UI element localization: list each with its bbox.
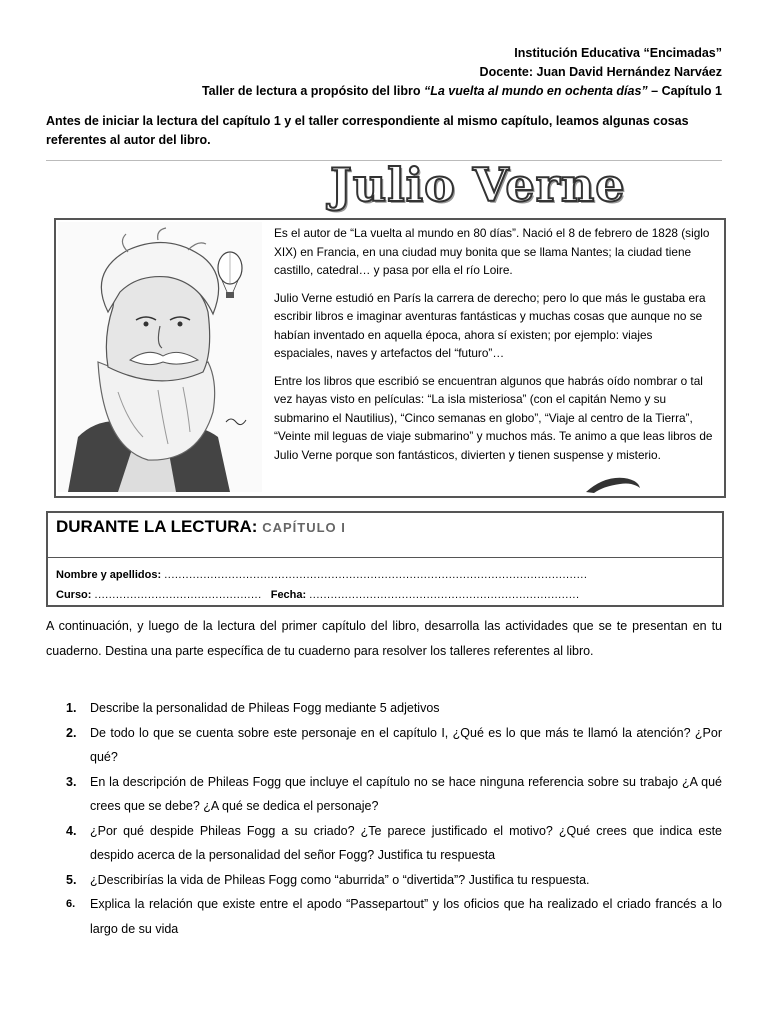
question-number: 1. (66, 701, 77, 715)
question-number: 4. (66, 823, 77, 838)
bio-paragraph-books: Entre los libros que escribió se encuentran algunos que habrás oído nombrar o tal vez hayas visto en películas: “La isla misteriosa” (con el capitán Nemo y su submarino el Nautilius), “Cinco semanas en globo”, “Viaje al centro de la Tierra”, “Veinte mil leguas de viaje submarino” y muchos más. Te animo a que leas libros de Julio Verne porque son fantásticos, divierten y tienen suspense y misterio. (274, 373, 713, 462)
author-bio-text (274, 224, 714, 473)
author-bio-box (54, 218, 726, 498)
form-separator (48, 557, 722, 558)
question-item (46, 892, 722, 941)
course-field[interactable]: ............................................... (94, 589, 262, 601)
question-number: 6. (66, 898, 76, 910)
question-text: Explica la relación que existe entre el apodo “Passepartout” y los oficios que ha realizado el criado francés a lo largo de su vida (90, 897, 722, 936)
form-title-main: DURANTE LA LECTURA: (56, 517, 263, 536)
workshop-title (202, 82, 722, 101)
form-title (56, 517, 346, 537)
form-title-chapter: CAPÍTULO I (262, 520, 346, 535)
question-text: ¿Por qué despide Phileas Fogg a su criado? ¿Te parece justificado el motivo? ¿Qué crees que indica este despido acerca de la personalidad del señor Fogg? Justifica tu respuesta (90, 823, 722, 862)
author-portrait-illustration (58, 222, 262, 492)
course-label: Curso: (56, 589, 92, 601)
document-header (202, 44, 722, 101)
teacher-name: Docente: Juan David Hernández Narváez (479, 65, 722, 79)
hot-air-balloon-icon (218, 252, 242, 298)
student-info-form (46, 511, 724, 607)
school-name: Institución Educativa “Encimadas” (514, 46, 722, 60)
date-field[interactable]: ............................................................................ (309, 589, 580, 601)
author-title-banner: Julio Verne (330, 158, 626, 212)
question-number: 2. (66, 725, 77, 740)
question-text: Describe la personalidad de Phileas Fogg mediante 5 adjetivos (90, 701, 440, 715)
question-item (46, 696, 722, 721)
question-item (46, 819, 722, 868)
name-row (56, 569, 587, 581)
question-text: ¿Describirías la vida de Phileas Fogg como “aburrida” o “divertida”? Justifica tu respuesta. (90, 872, 590, 887)
name-field[interactable]: ....................................................................................................................... (164, 569, 588, 581)
question-text: En la descripción de Phileas Fogg que incluye el capítulo no se hace ninguna referencia sobre su trabajo ¿A qué crees que se debe? ¿A qué se dedica el personaje? (90, 774, 722, 813)
question-item (46, 770, 722, 819)
course-date-row (56, 589, 580, 601)
workshop-prefix: Taller de lectura a propósito del libro (201, 84, 424, 98)
question-text: De todo lo que se cuenta sobre este personaje en el capítulo I, ¿Qué es lo que más te llamó la atención? ¿Por qué? (90, 725, 722, 764)
book-title: “La vuelta al mundo en ochenta días” (424, 84, 648, 98)
workshop-suffix: – Capítulo 1 (647, 84, 722, 98)
intro-paragraph: Antes de iniciar la lectura del capítulo 1 y el taller correspondiente al mismo capítulo, leamos algunas cosas referentes al autor del libro. (46, 114, 689, 147)
question-number: 3. (66, 774, 77, 789)
bio-paragraph-birth: Es el autor de “La vuelta al mundo en 80 días”. Nació el 8 de febrero de 1828 (siglo XIX) en Francia, en una ciudad muy bonita que se llama Nantes; la ciudad tiene castillo, catedral… y pasa por ella el río Loire. (274, 226, 710, 277)
bio-paragraph-studies: Julio Verne estudió en París la carrera de derecho; pero lo que más le gustaba era escribir libros e imaginar aventuras fantásticas y muchas cosas que aunque no se habían inventado en aquella época, ahora sí existen; por ejemplo: viajes espaciales, naves y artefactos del “futuro”… (274, 290, 706, 360)
question-number: 5. (66, 872, 77, 887)
question-item (46, 721, 722, 770)
name-label: Nombre y apellidos: (56, 569, 162, 581)
tentacle-decoration-icon (584, 472, 644, 494)
date-label: Fecha: (270, 589, 307, 601)
question-item (46, 868, 722, 893)
instructions-paragraph: A continuación, y luego de la lectura del primer capítulo del libro, desarrolla las actividades que se te presentan en tu cuaderno. Destina una parte específica de tu cuaderno para resolver los talleres referentes al libro. (46, 619, 722, 658)
question-list (46, 696, 722, 941)
